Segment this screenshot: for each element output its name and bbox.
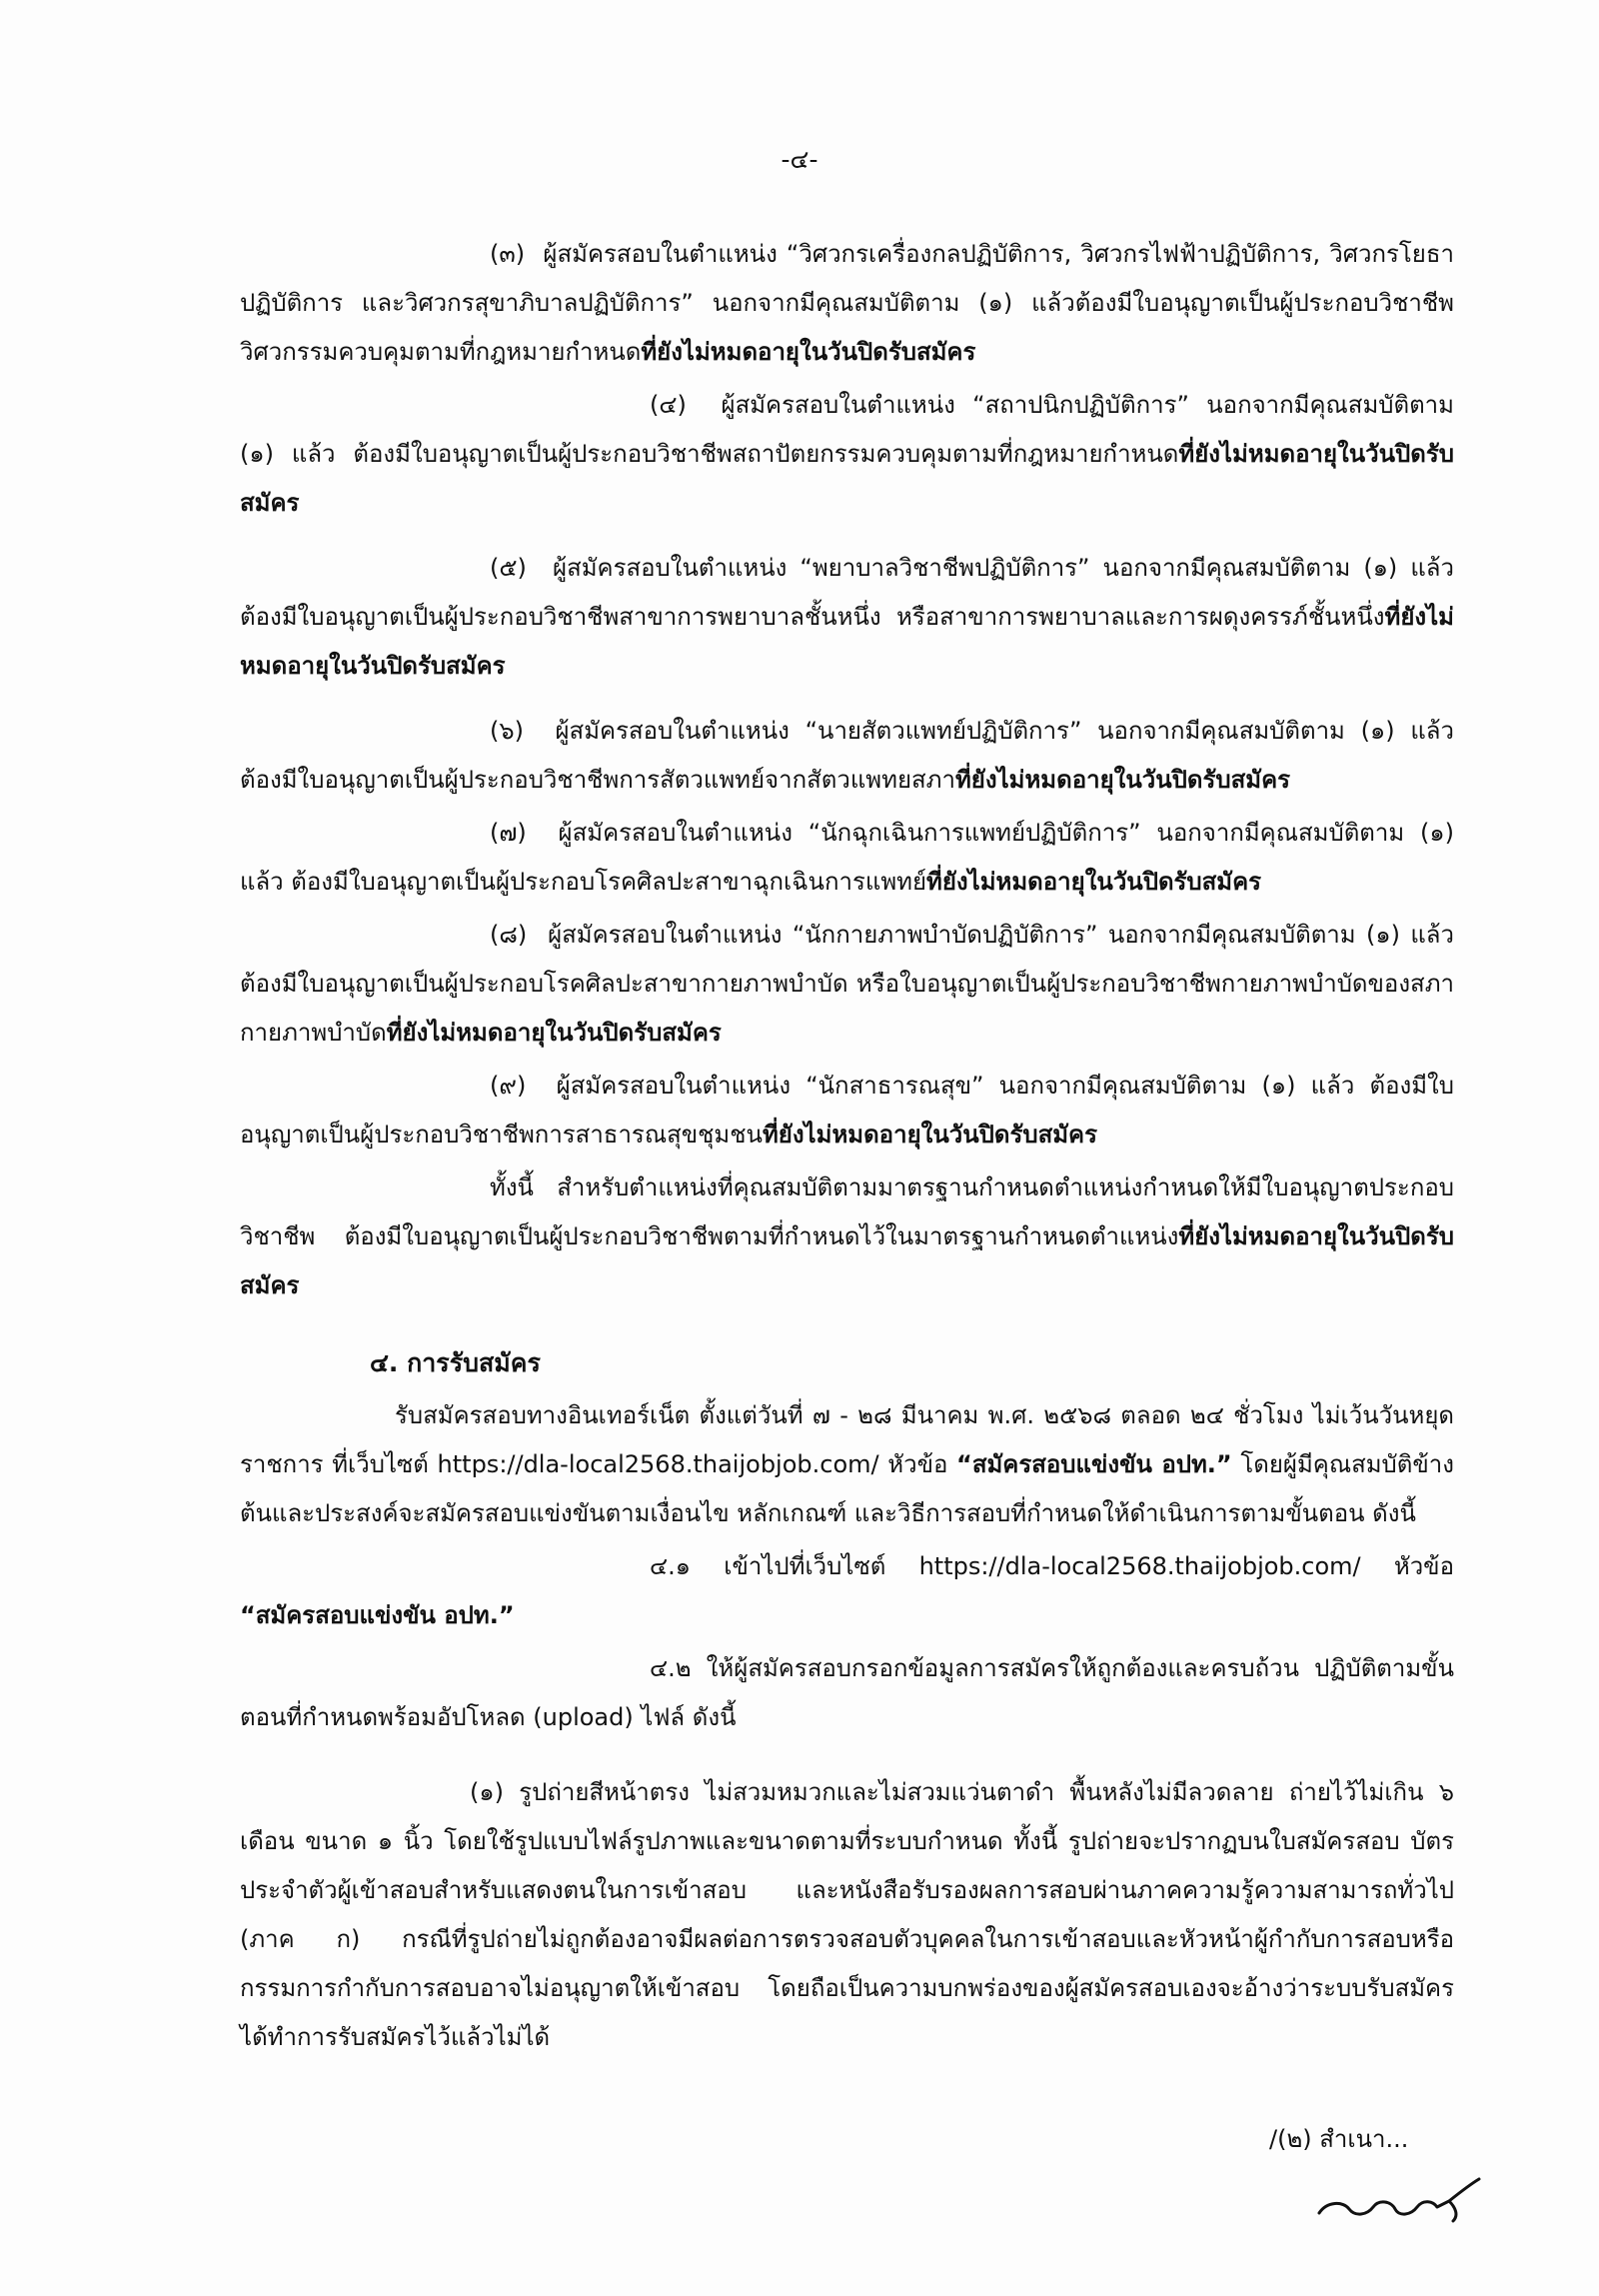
- step-4-1: [240, 1542, 1454, 1640]
- item-7-paragraph: [240, 809, 1454, 907]
- step-4-2: ๔.๒ ให้ผู้สมัครสอบกรอกข้อมูลการสมัครให้ถูกต้องและครบถ้วน ปฏิบัติตามขั้นตอนที่กำหนดพร้อมอัปโหลด (upload) ไฟล์ ดังนี้: [240, 1654, 1454, 1731]
- item-9-paragraph: [240, 1062, 1454, 1159]
- continuation-note: /(๒) สำเนา...: [1269, 2125, 1409, 2153]
- photo-requirement: (๑) รูปถ่ายสีหน้าตรง ไม่สวมหมวกและไม่สวมแว่นตาดำ พื้นหลังไม่มีลวดลาย ถ่ายไว้ไม่เกิน ๖ เดือน ขนาด ๑ นิ้ว โดยใช้รูปแบบไฟล์รูปภาพและขนาดตามที่ระบบกำหนด ทั้งนี้ รูปถ่ายจะปรากฏบนใบสมัครสอบ บัตรประจำตัวผู้เข้าสอบสำหรับแสดงตนในการเข้าสอบ และหนังสือรับรองผลการสอบผ่านภาคความรู้ความสามารถทั่วไป (ภาค ก) กรณีที่รูปถ่ายไม่ถูกต้องอาจมีผลต่อการตรวจสอบตัวบุคคลในการเข้าสอบและหัวหน้าผู้กำกับการสอบหรือกรรมการกำกับการสอบอาจไม่อนุญาตให้เข้าสอบ โดยถือเป็นความบกพร่องของผู้สมัครสอบเองจะอ้างว่าระบบรับสมัครได้ทำการรับสมัครไว้แล้วไม่ได้: [240, 1778, 1454, 2051]
- item-emphasis: ที่ยังไม่หมดอายุในวันปิดรับสมัคร: [926, 868, 1262, 896]
- item-text: ผู้สมัครสอบในตำแหน่ง “นักฉุกเฉินการแพทย์ปฏิบัติการ” นอกจากมีคุณสมบัติตาม (๑) แล้ว ต้องมีใบอนุญาตเป็นผู้ประกอบโรคศิลปะสาขาฉุกเฉินการแพทย์: [240, 819, 1454, 896]
- item-5-paragraph: [240, 544, 1454, 691]
- item-number: (๔): [650, 391, 687, 419]
- item-text: ผู้สมัครสอบในตำแหน่ง “นักสาธารณสุข” นอกจากมีคุณสมบัติตาม (๑) แล้ว ต้องมีใบอนุญาตเป็นผู้ประกอบวิชาชีพการสาธารณสุขชุมชน: [240, 1072, 1454, 1148]
- summary-emphasis: ที่ยังไม่หมดอายุในวันปิดรับสมัคร: [240, 1222, 1454, 1299]
- item-number: (๖): [490, 717, 524, 745]
- item-number: (๙): [490, 1072, 527, 1100]
- item-number: (๘): [490, 921, 528, 949]
- item-emphasis: ที่ยังไม่หมดอายุในวันปิดรับสมัคร: [641, 338, 976, 366]
- item-emphasis: ที่ยังไม่หมดอายุในวันปิดรับสมัคร: [386, 1019, 722, 1047]
- item-emphasis: ที่ยังไม่หมดอายุในวันปิดรับสมัคร: [762, 1121, 1097, 1148]
- item-emphasis: ที่ยังไม่หมดอายุในวันปิดรับสมัคร: [240, 603, 1454, 680]
- item-text: ผู้สมัครสอบในตำแหน่ง “สถาปนิกปฏิบัติการ” นอกจากมีคุณสมบัติตาม (๑) แล้ว ต้องมีใบอนุญาตเป็นผู้ประกอบวิชาชีพสถาปัตยกรรมควบคุมตามที่กฎหมายกำหนด: [240, 391, 1454, 468]
- section-4-intro: [240, 1391, 1454, 1538]
- item-text: ผู้สมัครสอบในตำแหน่ง “พยาบาลวิชาชีพปฏิบัติการ” นอกจากมีคุณสมบัติตาม (๑) แล้ว ต้องมีใบอนุญาตเป็นผู้ประกอบวิชาชีพสาขาการพยาบาลชั้นหนึ่ง หรือสาขาการพยาบาลและการผดุงครรภ์ชั้นหนึ่ง: [240, 554, 1454, 631]
- summary-paragraph: [240, 1163, 1454, 1310]
- item-text: ผู้สมัครสอบในตำแหน่ง “นายสัตวแพทย์ปฏิบัติการ” นอกจากมีคุณสมบัติตาม (๑) แล้ว ต้องมีใบอนุญาตเป็นผู้ประกอบวิชาชีพการสัตวแพทย์จากสัตวแพทยสภา: [240, 717, 1454, 794]
- step-emphasis: “สมัครสอบแข่งขัน อปท.”: [240, 1601, 515, 1629]
- item-text: ผู้สมัครสอบในตำแหน่ง “นักกายภาพบำบัดปฏิบัติการ” นอกจากมีคุณสมบัติตาม (๑) แล้ว ต้องมีใบอนุญาตเป็นผู้ประกอบโรคศิลปะสาขากายภาพบำบัด หรือใบอนุญาตเป็นผู้ประกอบวิชาชีพกายภาพบำบัดของสภากายภาพบำบัด: [240, 921, 1454, 1047]
- item-number: (๗): [490, 819, 527, 847]
- intro-emphasis: “สมัครสอบแข่งขัน อปท.”: [956, 1450, 1232, 1478]
- summary-text: ทั้งนี้ สำหรับตำแหน่งที่คุณสมบัติตามมาตรฐานกำหนดตำแหน่งกำหนดให้มีใบอนุญาตประกอบวิชาชีพ ต้องมีใบอนุญาตเป็นผู้ประกอบวิชาชีพตามที่กำหนดไว้ในมาตรฐานกำหนดตำแหน่ง: [240, 1173, 1454, 1250]
- section-4-heading: ๔. การรับสมัคร: [370, 1348, 541, 1377]
- item-number: (๓): [490, 240, 526, 268]
- item-3-paragraph: [240, 230, 1454, 377]
- item-6-paragraph: [240, 707, 1454, 805]
- document-body: [240, 230, 1454, 2066]
- item-text: ผู้สมัครสอบในตำแหน่ง “วิศวกรเครื่องกลปฏิบัติการ, วิศวกรไฟฟ้าปฏิบัติการ, วิศวกรโยธาปฏิบัติการ และวิศวกรสุขาภิบาลปฏิบัติการ” นอกจากมีคุณสมบัติตาม (๑) แล้วต้องมีใบอนุญาตเป็นผู้ประกอบวิชาชีพวิศวกรรมควบคุมตามที่กฎหมายกำหนด: [240, 240, 1454, 366]
- intro-text: รับสมัครสอบทางอินเทอร์เน็ต ตั้งแต่วันที่ ๗ - ๒๘ มีนาคม พ.ศ. ๒๕๖๘ ตลอด ๒๔ ชั่วโมง ไม่เว้นวันหยุดราชการ ที่เว็บไซต์ https://dla-local2568.thaijobjob.com/ หัวข้อ: [240, 1401, 1454, 1478]
- item-emphasis: ที่ยังไม่หมดอายุในวันปิดรับสมัคร: [240, 440, 1454, 517]
- item-emphasis: ที่ยังไม่หมดอายุในวันปิดรับสมัคร: [954, 766, 1291, 794]
- intro-tail: โดยผู้มีคุณสมบัติข้างต้นและประสงค์จะสมัครสอบแข่งขันตามเงื่อนไข หลักเกณฑ์ และวิธีการสอบที่กำหนดให้ดำเนินการตามขั้นตอน ดังนี้: [240, 1450, 1454, 1527]
- signature-mark: [1309, 2171, 1489, 2231]
- item-8-paragraph: [240, 911, 1454, 1058]
- step-text: ๔.๑ เข้าไปที่เว็บไซต์ https://dla-local2568.thaijobjob.com/ หัวข้อ: [650, 1552, 1454, 1580]
- item-number: (๕): [490, 554, 527, 582]
- item-4-paragraph: [240, 381, 1454, 528]
- page-number: -๔-: [781, 145, 818, 174]
